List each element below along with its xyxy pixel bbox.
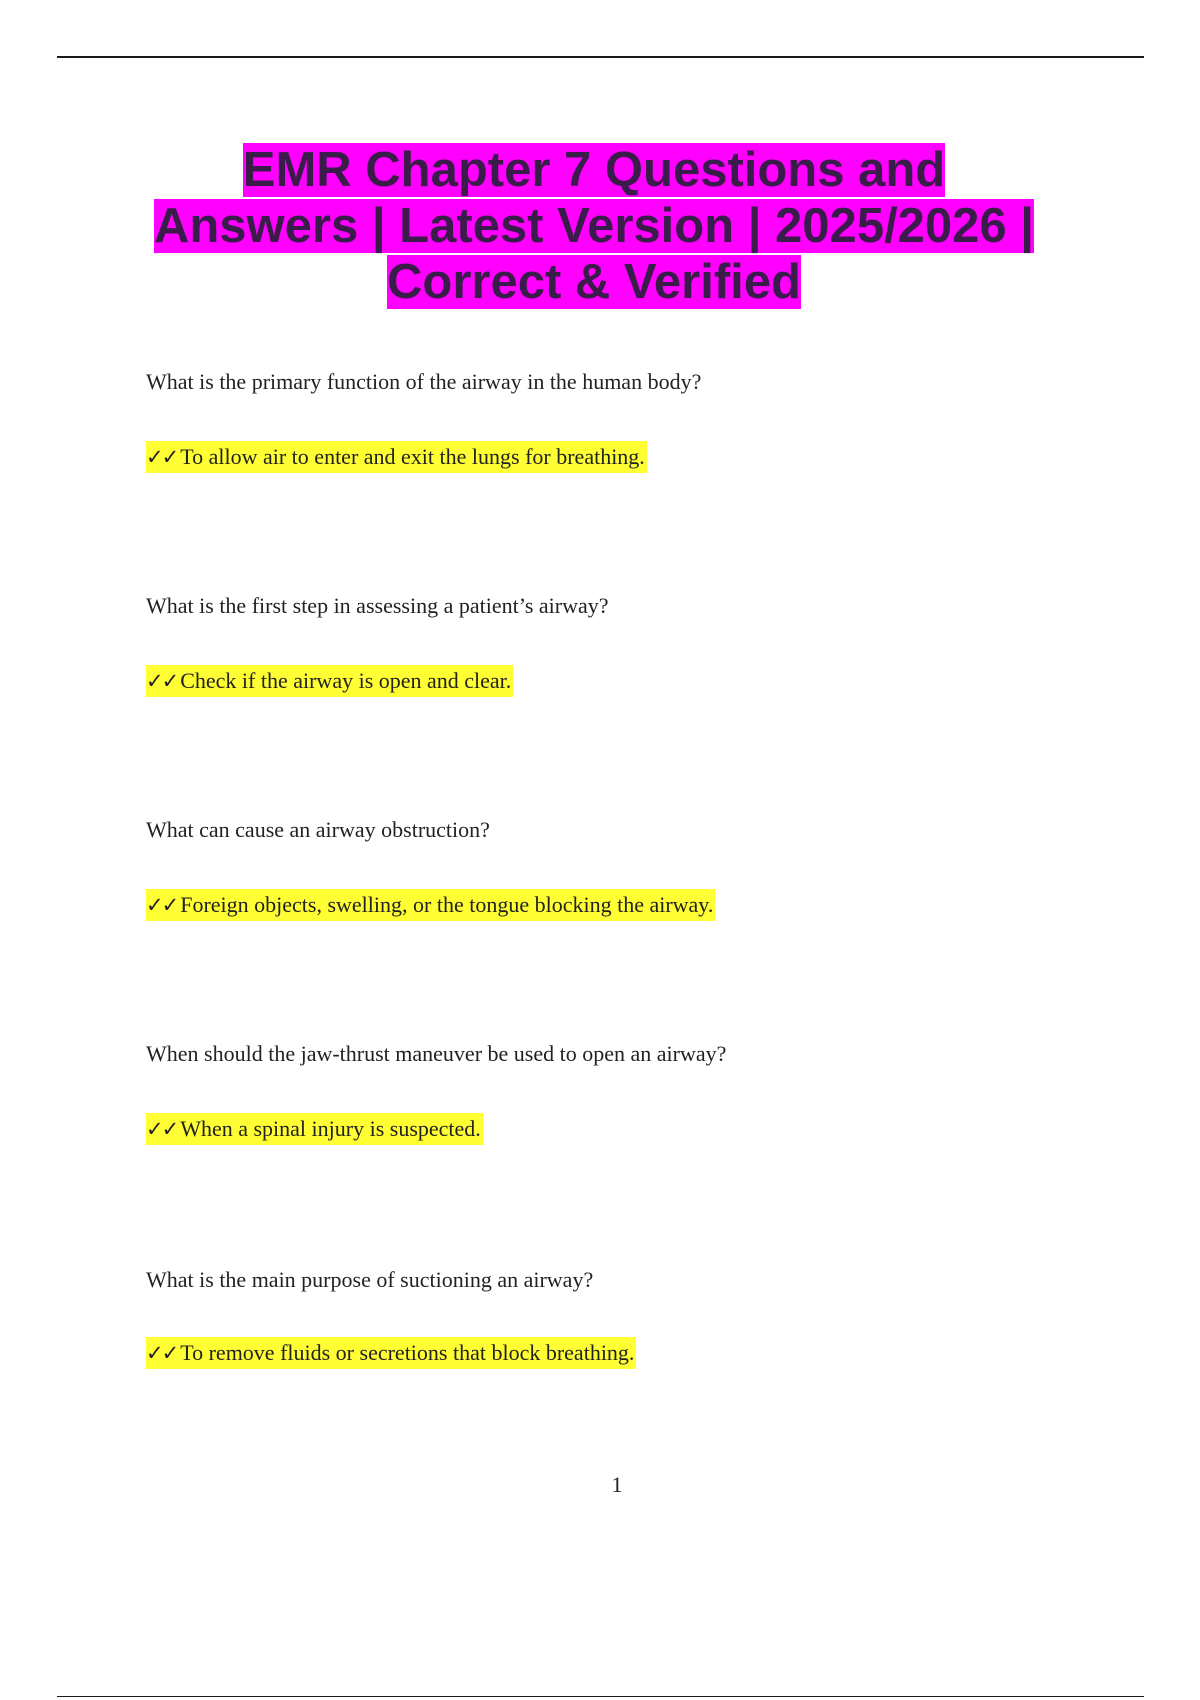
check-icon: ✓✓	[146, 445, 178, 469]
answer-text	[146, 441, 647, 473]
answer-label: To remove fluids or secretions that block breathing.	[180, 1340, 635, 1365]
answer-label: Check if the airway is open and clear.	[180, 668, 512, 693]
check-icon: ✓✓	[146, 669, 178, 693]
question-text: What is the main purpose of suctioning an airway?	[146, 1267, 594, 1292]
check-icon: ✓✓	[146, 893, 178, 917]
header-rule	[57, 56, 1144, 58]
answer-label: Foreign objects, swelling, or the tongue blocking the airway.	[180, 892, 714, 917]
answer-label: When a spinal injury is suspected.	[180, 1116, 481, 1141]
question-text: What is the primary function of the airway in the human body?	[146, 369, 702, 394]
page-number: 1	[611, 1472, 623, 1497]
answer-text	[146, 665, 513, 697]
footer-rule	[57, 1696, 1144, 1697]
answer-label: To allow air to enter and exit the lungs for breathing.	[180, 444, 645, 469]
question-text: When should the jaw-thrust maneuver be used to open an airway?	[146, 1041, 727, 1066]
answer-text	[146, 1113, 483, 1145]
answer-text	[146, 889, 715, 921]
check-icon: ✓✓	[146, 1341, 178, 1365]
question-text: What can cause an airway obstruction?	[146, 817, 490, 842]
answer-text	[146, 1337, 636, 1369]
check-icon: ✓✓	[146, 1117, 178, 1141]
question-text: What is the first step in assessing a patient’s airway?	[146, 593, 609, 618]
document-title: EMR Chapter 7 Questions and Answers | Latest Version | 2025/2026 | Correct & Verified	[153, 143, 1035, 309]
document-title-block	[0, 142, 1188, 310]
